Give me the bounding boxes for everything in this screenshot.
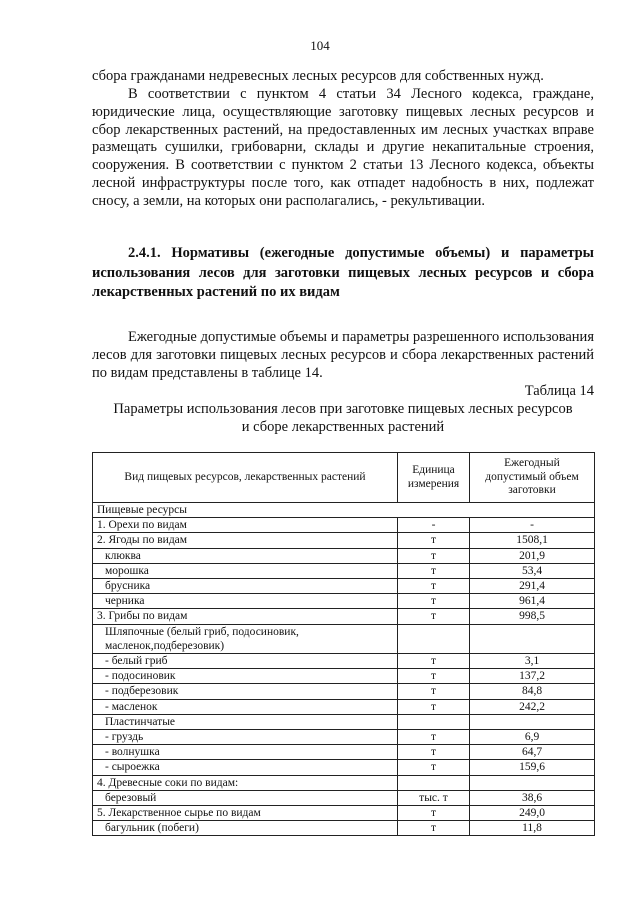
cell-volume: 53,4 [470,563,595,578]
cell-resource-name: 5. Лекарственное сырье по видам [93,806,398,821]
cell-resource-name: - подберезовик [93,684,398,699]
table-row [93,594,595,609]
cell-volume: 6,9 [470,730,595,745]
section-heading: 2.4.1. Нормативы (ежегодные допустимые объемы) и параметры использования лесов для заготовки пищевых лесных ресурсов и сбора лекарственных растений по их видам [92,245,594,300]
cell-resource-name: - сыроежка [93,760,398,775]
cell-volume: - [470,518,595,533]
cell-resource-name: - масленок [93,699,398,714]
cell-resource-name: Пластинчатые [93,714,398,729]
cell-resource-name: - груздь [93,730,398,745]
cell-volume [470,624,595,653]
cell-unit: т [398,730,470,745]
table-row [93,745,595,760]
table-row [93,730,595,745]
cell-unit: т [398,609,470,624]
cell-unit: т [398,669,470,684]
cell-unit: т [398,654,470,669]
cell-resource-name: брусника [93,579,398,594]
cell-resource-name: клюква [93,548,398,563]
table-row [93,548,595,563]
table-row [93,760,595,775]
cell-volume: 137,2 [470,669,595,684]
cell-unit: т [398,806,470,821]
cell-volume: 201,9 [470,548,595,563]
table-row [93,609,595,624]
table-row [93,503,595,518]
paragraph-continuation: сбора гражданами недревесных лесных ресурсов для собственных нужд. [92,68,544,84]
cell-unit [398,624,470,653]
cell-resource-name: багульник (побеги) [93,821,398,836]
cell-volume: 38,6 [470,790,595,805]
table-row [93,533,595,548]
cell-resource-name: 3. Грибы по видам [93,609,398,624]
cell-unit: т [398,533,470,548]
table-header-row [93,453,595,503]
cell-volume: 64,7 [470,745,595,760]
header-resource-type: Вид пищевых ресурсов, лекарственных растений [93,453,398,503]
table-row [93,579,595,594]
cell-unit: т [398,760,470,775]
cell-resource-name: 2. Ягоды по видам [93,533,398,548]
cell-volume: 159,6 [470,760,595,775]
table-row [93,654,595,669]
table-row [93,790,595,805]
table-row [93,624,595,653]
cell-volume: 998,5 [470,609,595,624]
cell-resource-name: 1. Орехи по видам [93,518,398,533]
resources-table [92,452,595,836]
cell-unit: т [398,563,470,578]
table-row [93,684,595,699]
cell-resource-name: - подосиновик [93,669,398,684]
cell-volume: 249,0 [470,806,595,821]
cell-volume: 1508,1 [470,533,595,548]
cell-volume: 961,4 [470,594,595,609]
table-row [93,669,595,684]
table-label: Таблица 14 [524,383,594,399]
cell-unit: т [398,821,470,836]
table-row [93,699,595,714]
cell-volume [470,775,595,790]
table-row [93,518,595,533]
cell-volume: 84,8 [470,684,595,699]
cell-unit [398,775,470,790]
table-row [93,821,595,836]
cell-unit: т [398,745,470,760]
cell-resource-name: березовый [93,790,398,805]
cell-resource-name: черника [93,594,398,609]
header-annual-volume: Ежегодный допустимый объем заготовки [470,453,595,503]
cell-resource-name: Шляпочные (белый гриб, подосиновик, масленок,подберезовик) [93,624,398,653]
cell-volume: 291,4 [470,579,595,594]
paragraph-table-intro: Ежегодные допустимые объемы и параметры разрешенного использования лесов для заготовки пищевых лесных ресурсов и сбора лекарственных растений по видам представлены в таблице 14. [92,329,594,381]
cell-volume [470,714,595,729]
header-unit: Единица измерения [398,453,470,503]
table-row [93,563,595,578]
table-caption-line: и сборе лекарственных растений [241,418,445,435]
cell-resource-name: морошка [93,563,398,578]
table-caption-line: Параметры использования лесов при заготовке пищевых лесных ресурсов [113,401,573,417]
cell-unit: т [398,699,470,714]
cell-unit: тыс. т [398,790,470,805]
table-group-label: Пищевые ресурсы [93,503,595,518]
cell-unit [398,714,470,729]
cell-resource-name: - белый гриб [93,654,398,669]
table-row [93,714,595,729]
cell-volume: 3,1 [470,654,595,669]
cell-unit: т [398,579,470,594]
cell-volume: 11,8 [470,821,595,836]
cell-unit: т [398,684,470,699]
cell-resource-name: - волнушка [93,745,398,760]
table-row [93,775,595,790]
cell-resource-name: 4. Древесные соки по видам: [93,775,398,790]
table-row [93,806,595,821]
page-number: 104 [310,38,330,53]
paragraph-forest-code: В соответствии с пунктом 4 статьи 34 Лесного кодекса, граждане, юридические лица, осуществляющие заготовку пищевых лесных ресурсов и сбор лекарственных растений, на предоставленных им лесных участках вправе размещать сушилки, грибоварни, склады и другие некапитальные строения, сооружения. В соответствии с пунктом 2 статьи 13 Лесного кодекса, объекты лесной инфраструктуры после того, как отпадет надобность в них, подлежат сносу, а земли, на которых они располагались, - рекультивации. [92,86,594,209]
cell-unit: т [398,548,470,563]
table-caption [92,401,594,437]
cell-unit: - [398,518,470,533]
cell-volume: 242,2 [470,699,595,714]
cell-unit: т [398,594,470,609]
